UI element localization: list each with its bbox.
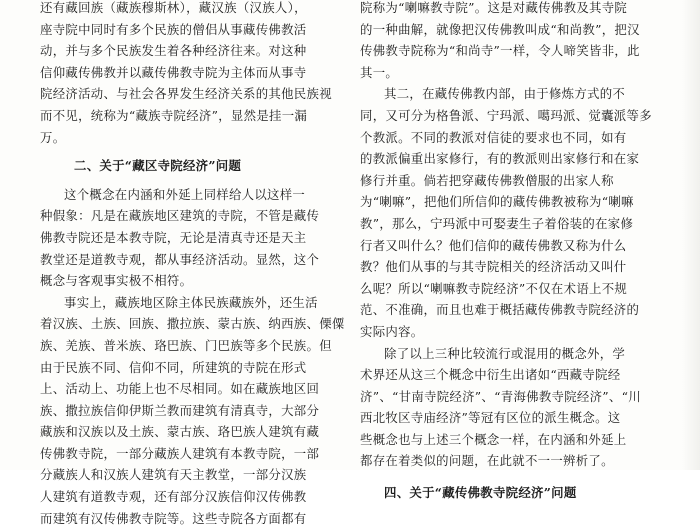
text-line: 教堂还是道教寺观，都从事经济活动。显然，这个 (40, 251, 320, 267)
text-line: 万。 (40, 129, 66, 145)
text-line: 院经济活动、与社会各界发生经济关系的其他民族视 (40, 86, 332, 102)
text-line: 行者又叫什么？他们信仰的藏传佛教又称为什么 (360, 237, 627, 253)
text-line: 其一。 (360, 64, 399, 80)
text-line: 济”、“甘南寺院经济”、“青海佛教寺院经济”、“川 (360, 388, 641, 404)
text-line: 修行并重。倘若把穿藏传佛教僧服的出家人称 (360, 172, 614, 188)
text-line: 族、撒拉族信仰伊斯兰教而建筑有清真寺，大部分 (40, 402, 320, 418)
text-line: 么呢？所以“喇嘛教寺院经济”不仅在术语上不规 (360, 280, 628, 296)
left-paragraph-1 (40, 0, 332, 148)
left-paragraph-3 (40, 292, 345, 529)
right-column (360, 0, 660, 501)
text-line: 由于民族不同、信仰不同，所建筑的寺院在形式 (40, 359, 307, 375)
text-line: 教”，那么，宁玛派中可娶妻生子着俗装的在家修 (360, 215, 634, 231)
text-line: 同，又可分为格鲁派、宁玛派、噶玛派、觉囊派等多 (360, 107, 652, 123)
text-line: 都存在着类似的问题，在此就不一一辨析了。 (360, 453, 614, 469)
text-line: 术界还从这三个概念中衍生出诸如“西藏寺院经 (360, 367, 621, 383)
left-paragraph-2 (40, 184, 332, 292)
text-line: 上、活动上、功能上也不尽相同。如在藏族地区回 (40, 381, 320, 397)
text-line: 座寺院中同时有多个民族的僧侣从事藏传佛教活 (40, 21, 307, 37)
text-line: 着汉族、土族、回族、撒拉族、蒙古族、纳西族、傈僳 (40, 316, 345, 332)
right-paragraph-3 (360, 343, 660, 473)
text-line: 的教派偏重出家修行，有的教派则出家修行和在家 (360, 151, 640, 167)
text-line: 实际内容。 (360, 323, 424, 339)
text-line: 概念与客观事实极不相符。 (40, 273, 193, 289)
left-column (40, 0, 345, 526)
text-line: 动，并与多个民族发生着各种经济往来。对这种 (40, 43, 307, 59)
text-line: 为“喇嘛”，把他们所信仰的藏传佛教被称为“喇嘛 (360, 194, 634, 210)
text-line: 人建筑有道教寺观，还有部分汉族信仰汉传佛教 (40, 489, 307, 505)
text-line: 其二，在藏传佛教内部，由于修炼方式的不 (384, 86, 626, 102)
text-line: 种假象：凡是在藏族地区建筑的寺院，不管是藏传 (40, 208, 320, 224)
text-line: 除了以上三种比较流行或混用的概念外，学 (384, 345, 626, 361)
text-line: 的一种曲解，就像把汉传佛教叫成“和尚教”，把汉 (360, 21, 640, 37)
text-line: 藏族和汉族以及土族、蒙古族、珞巴族人建筑有藏 (40, 424, 320, 440)
section-heading-2: 二、关于“藏区寺院经济”问题 (74, 158, 242, 174)
text-line: 个教派。不同的教派对信徒的要求也不同，如有 (360, 129, 627, 145)
right-paragraph-2 (360, 83, 660, 342)
text-line: 佛教寺院还是本教寺院，无论是清真寺还是天主 (40, 229, 307, 245)
section-heading-4: 四、关于“藏传佛教寺院经济”问题 (384, 485, 577, 501)
text-line: 教？他们从事的与其寺院相关的经济活动又叫什 (360, 259, 627, 275)
page-edge-shadow (682, 0, 700, 470)
text-line: 西北牧区寺庙经济”等冠有区位的派生概念。这 (360, 410, 621, 426)
text-line: 族、羌族、普米族、珞巴族、门巴族等多个民族。但 (40, 337, 332, 353)
text-line: 信仰藏传佛教并以藏传佛教寺院为主体而从事寺 (40, 64, 307, 80)
text-line: 而建筑有汉传佛教寺院等。这些寺院各方面都有 (40, 510, 307, 526)
text-line: 传佛教寺院，一部分藏族人建筑有本教寺院，一部 (40, 445, 320, 461)
text-line: 这个概念在内涵和外延上同样给人以这样一 (64, 186, 306, 202)
text-line: 院称为“喇嘛教寺院”。这是对藏传佛教及其寺院 (360, 0, 628, 15)
text-line: 而不见，统称为“藏族寺院经济”，显然是挂一漏 (40, 107, 308, 123)
text-line: 传佛教寺院称为“和尚寺”一样，令人啼笑皆非，此 (360, 43, 640, 59)
text-line: 分藏族人和汉族人建筑有天主教堂，一部分汉族 (40, 467, 307, 483)
text-line: 还有藏回族（藏族穆斯林），藏汉族（汉族人）， (40, 0, 307, 15)
text-line: 事实上，藏族地区除主体民族藏族外，还生活 (64, 294, 318, 310)
text-line: 范、不准确，而且也难于概括藏传佛教寺院经济的 (360, 302, 640, 318)
right-paragraph-1 (360, 0, 660, 83)
text-line: 些概念也与上述三个概念一样，在内涵和外延上 (360, 431, 627, 447)
